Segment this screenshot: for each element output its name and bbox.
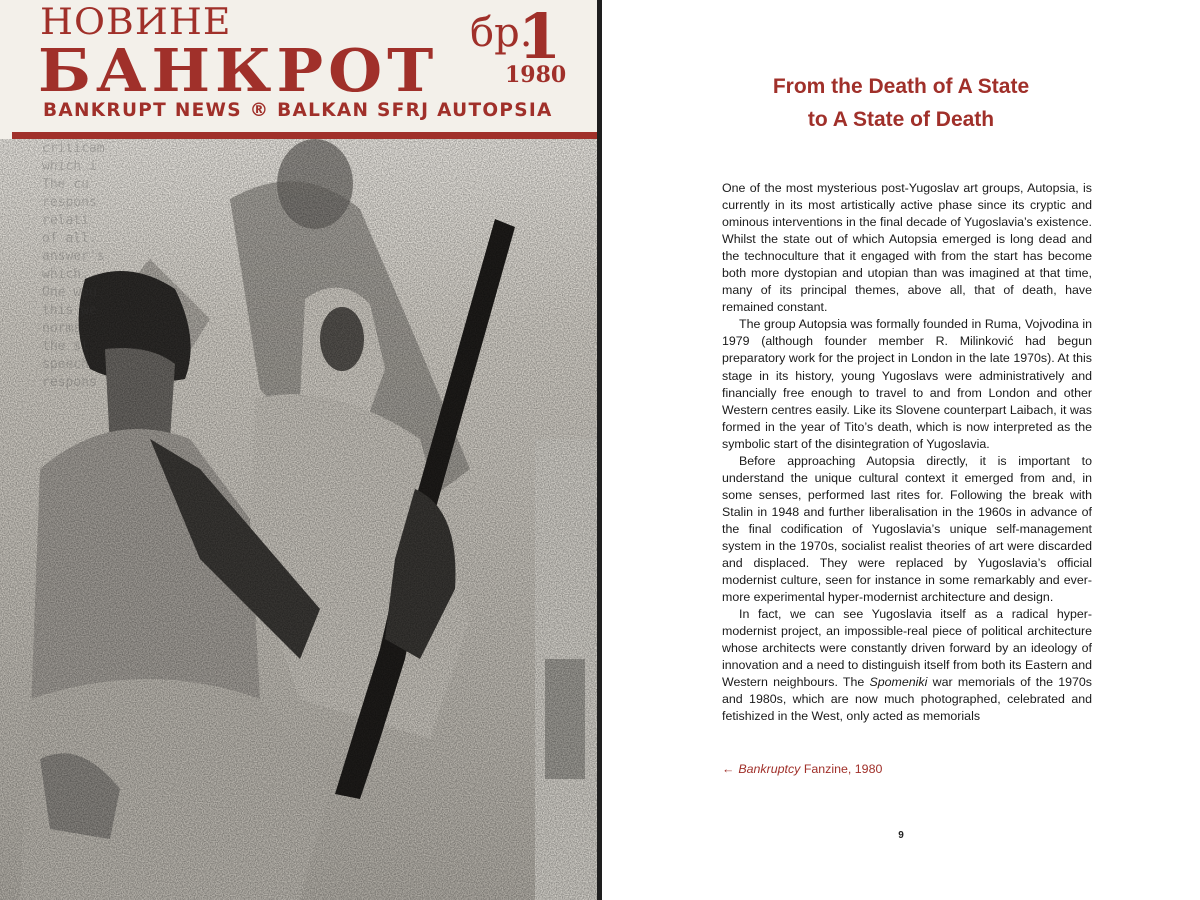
typescript-line: The cu — [42, 177, 89, 192]
paragraph: In fact, we can see Yugoslavia itself as a radical hyper-modernist project, an impossible-real piece of political architecture whose architects were constantly driven forward by an ideology of innovation and a need to distinguish itself from both its Eastern and Western neighbours. The Spomeniki war memorials of the 1970s and 1980s, which are now much photographed, celebrated and fetishized in the West, only acted as memorials — [722, 607, 1092, 724]
typescript-line: criticam — [42, 141, 105, 156]
masthead-top-word: НОВИНЕ — [40, 2, 232, 43]
typescript-line: relati — [42, 213, 89, 228]
paragraph: Before approaching Autopsia directly, it is important to understand the unique cultural context it emerged from and, in some senses, performed last rites for. Following the break with Stalin in 1948 and further liberalisation in the 1960s in advance of the final codification of Yugoslavia’s unique self-management system in the 1970s, socialist realist theories of art were discarded and displaced. They were replaced by Yugoslavia’s official modernist culture, seen for instance in some remarkably and ever-more experimental hyper-modernist architecture and design. — [722, 453, 1092, 605]
chapter-title — [602, 70, 1200, 136]
typescript-line: One wou — [42, 285, 97, 300]
typescript-line: norms — [42, 321, 82, 336]
masthead-rule — [12, 132, 597, 139]
issue-year: 1980 — [505, 62, 567, 88]
issue-number: 1 — [518, 0, 562, 73]
typescript-line: which. — [42, 267, 89, 282]
chapter-title-line-2: to A State of Death — [807, 108, 995, 131]
typescript-line: this we — [42, 303, 97, 318]
typescript-line: respons — [42, 375, 97, 390]
masthead-subtitle: BANKRUPT NEWS ® BALKAN SFRJ AUTOPSIA — [43, 100, 553, 121]
image-caption — [722, 762, 882, 776]
caption-italic: Bankruptcy — [738, 762, 801, 776]
typescript-line: respons — [42, 195, 97, 210]
italic-term: Spomeniki — [869, 675, 928, 690]
chapter-title-line-1: From the Death of A State — [772, 75, 1030, 98]
caption-text: Fanzine, 1980 — [800, 762, 883, 776]
paragraph: The group Autopsia was formally founded in Ruma, Vojvodina in 1979 (although founder member R. Milinković had begun preparatory work for the project in London in the late 1970s). At this stage in its history, young Yugoslavs were administratively and financially free enough to travel to and from London and other Western centres easily. Like its Slovene counterpart Laibach, it was formed in the year of Tito’s death, which is now interpreted as the symbolic start of the disintegration of Yugoslavia. — [722, 317, 1092, 451]
masthead-title: БАНКРОТ — [38, 35, 439, 106]
typescript-line: of all. — [42, 231, 97, 246]
page-number: 9 — [898, 830, 904, 841]
typescript-line: the st — [42, 339, 89, 354]
typescript-line: which i — [42, 159, 97, 174]
cover-masthead — [0, 0, 597, 150]
typescript-line: answer's — [42, 249, 105, 264]
left-arrow-icon: ← — [722, 762, 735, 776]
fanzine-cover — [0, 0, 597, 900]
body-text — [722, 180, 1092, 726]
issue-label: бр. — [470, 10, 533, 56]
typescript-background — [0, 139, 597, 900]
text-page — [602, 0, 1200, 900]
typescript-line: speech — [42, 357, 89, 372]
paragraph: One of the most mysterious post-Yugoslav art groups, Autopsia, is currently in its most artistically active phase since its cryptic and ominous interventions in the final decade of Yugoslavia’s existence. Whilst the state out of which Autopsia emerged is long dead and the technoculture that it engaged with from the start has become both more dystopian and utopian than was imagined at that time, many of its principal themes, above all, that of death, have remained constant. — [722, 181, 1092, 315]
